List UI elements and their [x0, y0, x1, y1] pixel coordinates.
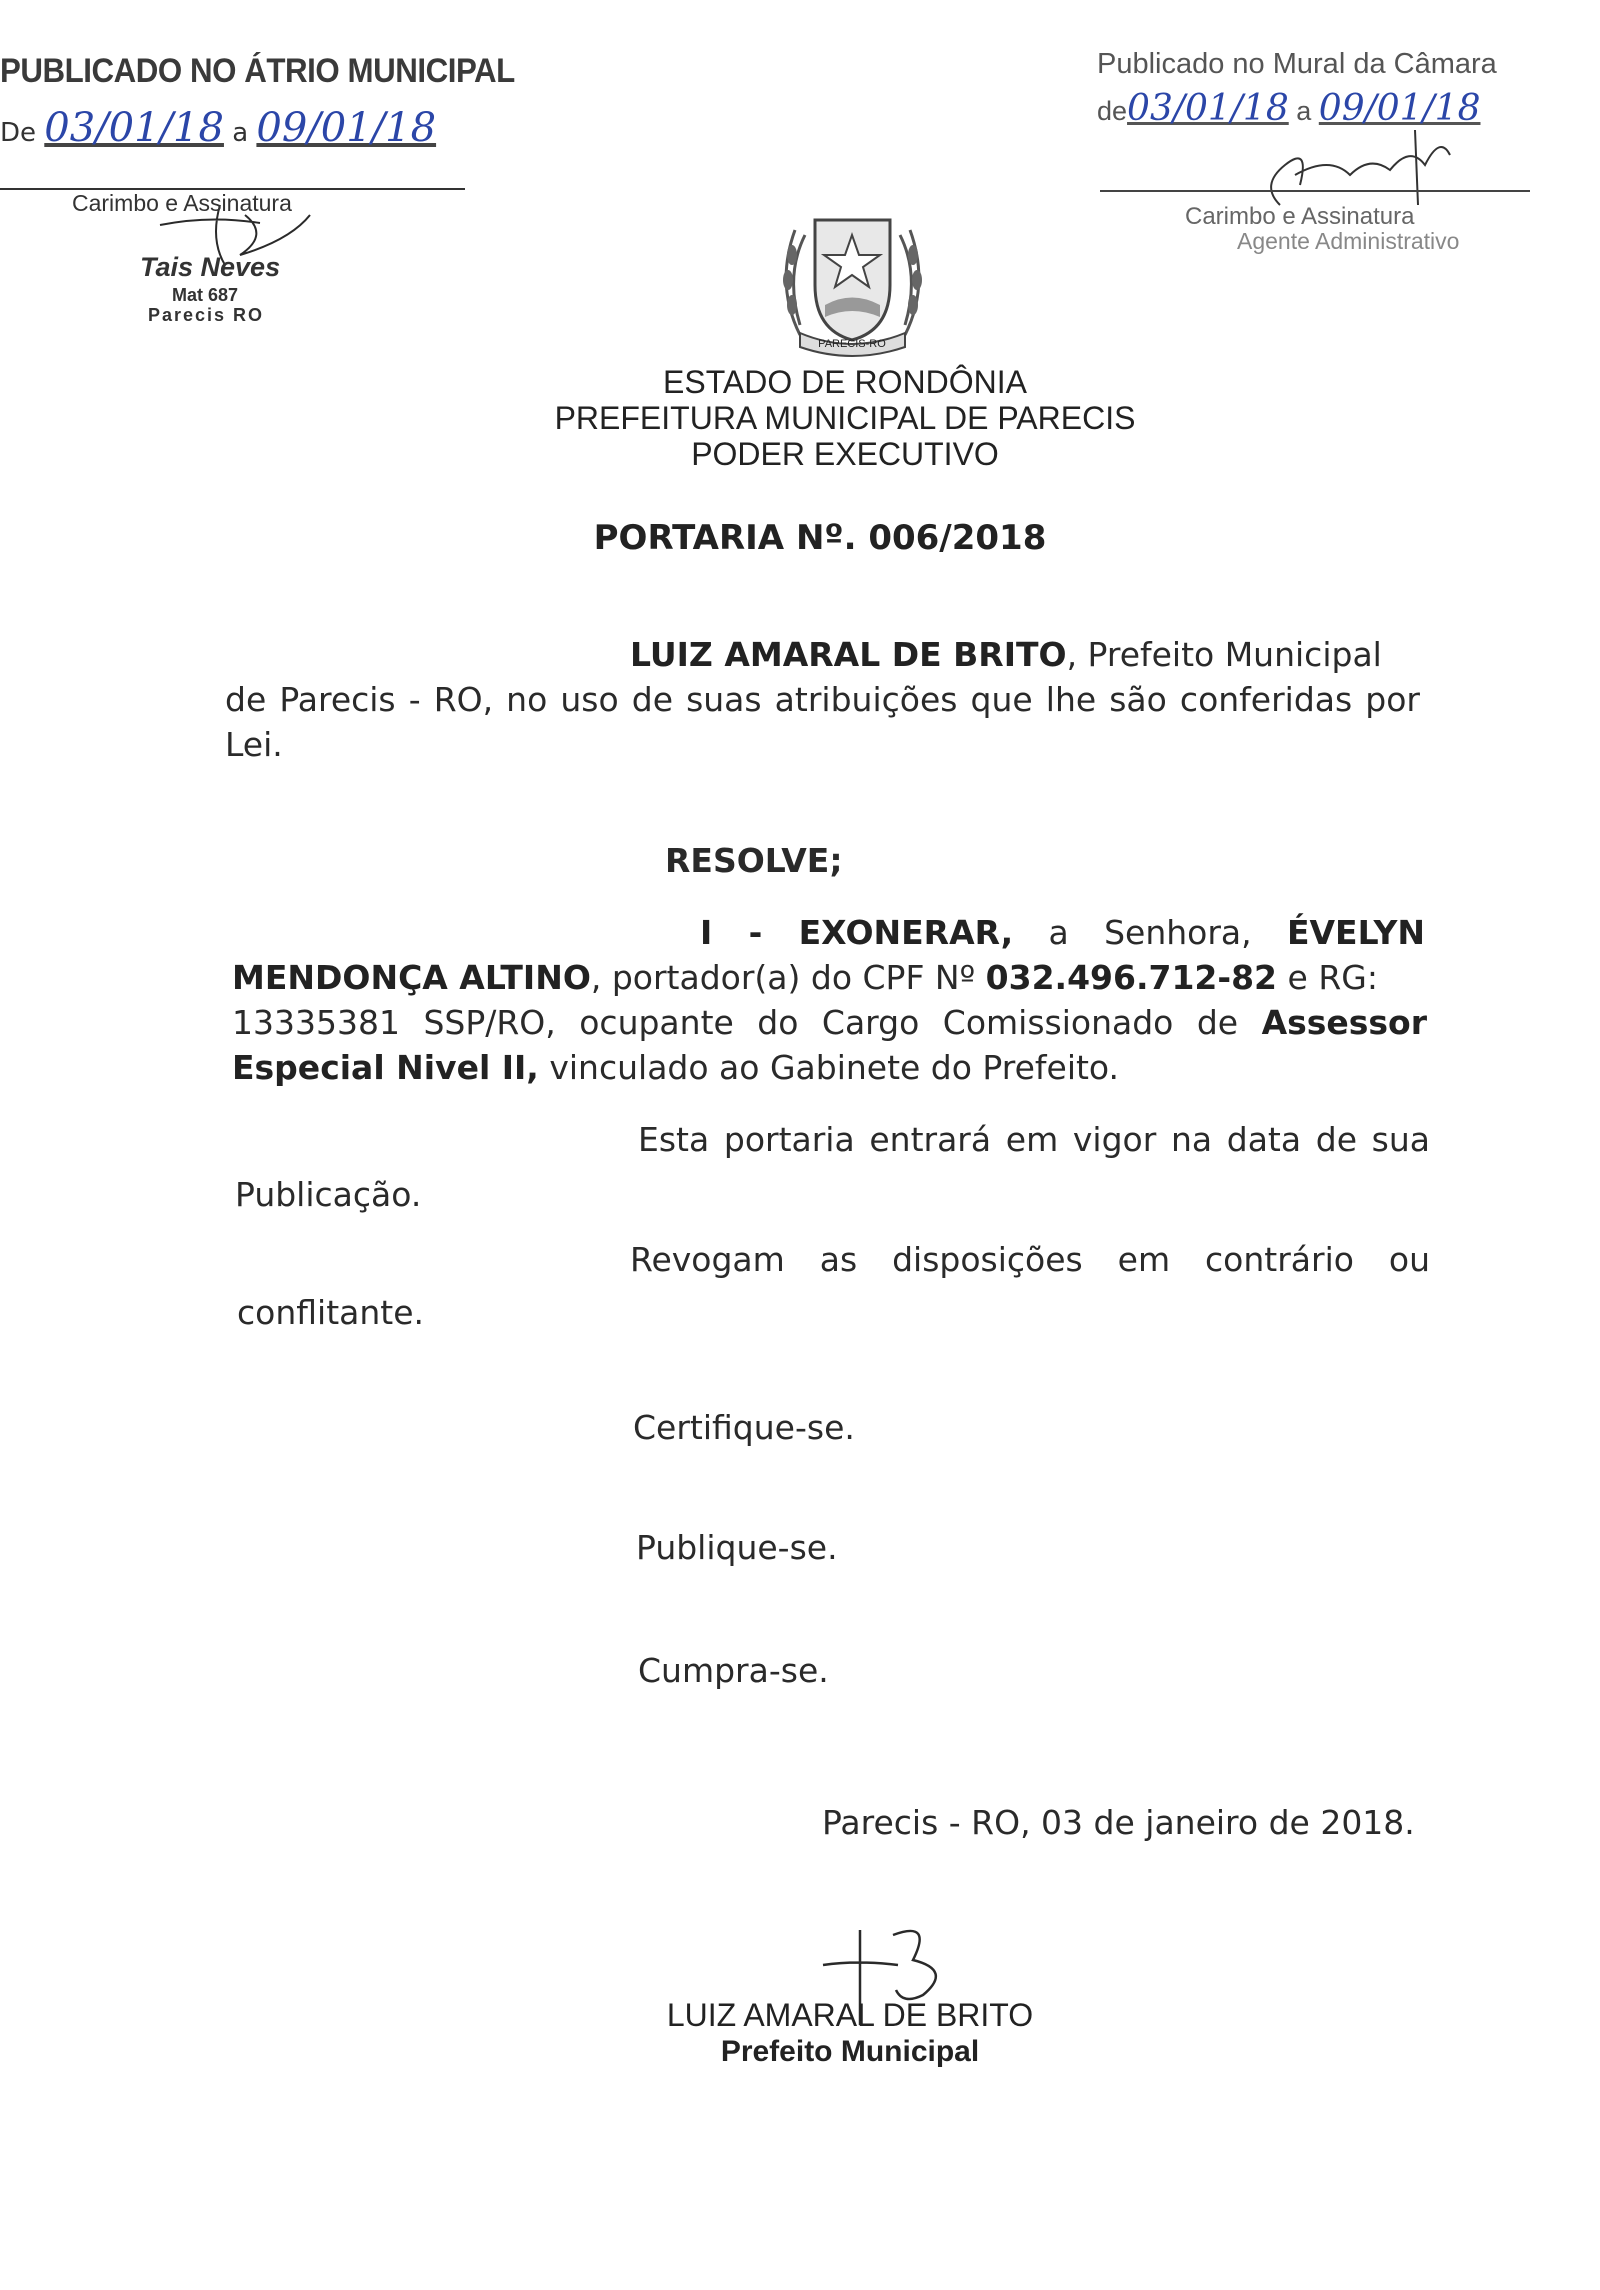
closing-publique: Publique-se. — [636, 1528, 838, 1567]
revogam-line-1: Revogam as disposições em contrário ou — [630, 1240, 1430, 1279]
mural-stamp-caption: Carimbo e Assinatura — [1185, 203, 1415, 230]
article-salutation: a Senhora, — [1048, 913, 1252, 952]
employee-first-name: ÉVELYN — [1286, 913, 1425, 952]
header-executive: PODER EXECUTIVO — [691, 436, 999, 472]
mural-date-from: 03/01/18 — [1127, 88, 1289, 129]
cpf-number: 032.496.712-82 — [985, 958, 1278, 997]
mural-stamp-role: Agente Administrativo — [1237, 228, 1460, 254]
atrio-date-from: 03/01/18 — [44, 105, 224, 151]
vigor-line-1: Esta portaria entrará em vigor na data de sua — [638, 1120, 1430, 1159]
rg-label: e RG: — [1287, 958, 1378, 997]
intro-line-1 — [630, 632, 1420, 677]
signatory-role: Prefeito Municipal — [720, 2035, 980, 2068]
cargo-title-a: Assessor — [1261, 1003, 1427, 1042]
article-office: vinculado ao Gabinete do Prefeito. — [549, 1048, 1120, 1087]
mayor-name: LUIZ AMARAL DE BRITO — [630, 635, 1067, 674]
atrio-stamp-title: PUBLICADO NO ÁTRIO MUNICIPAL — [0, 52, 515, 90]
article-line-1 — [700, 910, 1425, 955]
closing-certifique: Certifique-se. — [633, 1408, 855, 1447]
mural-signature-line — [1100, 190, 1530, 192]
atrio-stamp-dates — [0, 105, 436, 151]
cargo-title-b: Especial Nivel II, — [232, 1048, 539, 1087]
header-state: ESTADO DE RONDÔNIA — [663, 364, 1027, 400]
mural-stamp-dates — [1097, 88, 1480, 129]
mural-date-prefix: de — [1097, 96, 1128, 126]
vigor-line-2: Publicação. — [235, 1175, 422, 1214]
mural-date-connector: a — [1296, 96, 1312, 126]
crest-label: PARECIS-RO — [818, 338, 886, 350]
closing-cumpra: Cumpra-se. — [638, 1651, 829, 1690]
article-line-3 — [232, 1000, 1427, 1045]
signatory-name: LUIZ AMARAL DE BRITO — [666, 1997, 1034, 2033]
atrio-stamp-city: Parecis RO — [148, 305, 265, 325]
intro-line-2: de Parecis - RO, no uso de suas atribuições que lhe são conferidas por — [225, 680, 1420, 719]
atrio-date-connector: a — [232, 118, 249, 148]
header-prefecture: PREFEITURA MUNICIPAL DE PARECIS — [554, 400, 1136, 436]
article-rg-cargo: 13335381 SSP/RO, ocupante do Cargo Comissionado de — [232, 1003, 1239, 1042]
place-date: Parecis - RO, 03 de janeiro de 2018. — [822, 1803, 1415, 1842]
cpf-label: , portador(a) do CPF Nº — [590, 958, 976, 997]
atrio-stamp-mat: Mat 687 — [172, 285, 239, 305]
page-title: PORTARIA Nº. 006/2018 — [593, 518, 1047, 558]
mayor-title: , Prefeito Municipal — [1066, 635, 1382, 674]
article-item: I - EXONERAR, — [700, 913, 1014, 952]
atrio-stamp-caption: Carimbo e Assinatura — [72, 190, 292, 216]
municipal-coat-of-arms — [770, 205, 935, 360]
atrio-stamp-name: Tais Neves — [140, 252, 281, 282]
atrio-date-prefix: De — [0, 118, 37, 148]
atrio-date-to: 09/01/18 — [256, 105, 437, 151]
article-line-4 — [232, 1045, 1119, 1090]
article-line-2 — [232, 955, 1427, 1000]
employee-last-name: MENDONÇA ALTINO — [232, 958, 591, 997]
mural-date-to: 09/01/18 — [1318, 88, 1481, 129]
resolve-heading: RESOLVE; — [665, 841, 843, 880]
mural-stamp-title: Publicado no Mural da Câmara — [1097, 48, 1497, 80]
revogam-line-2: conflitante. — [237, 1293, 425, 1332]
intro-line-3: Lei. — [225, 725, 283, 764]
